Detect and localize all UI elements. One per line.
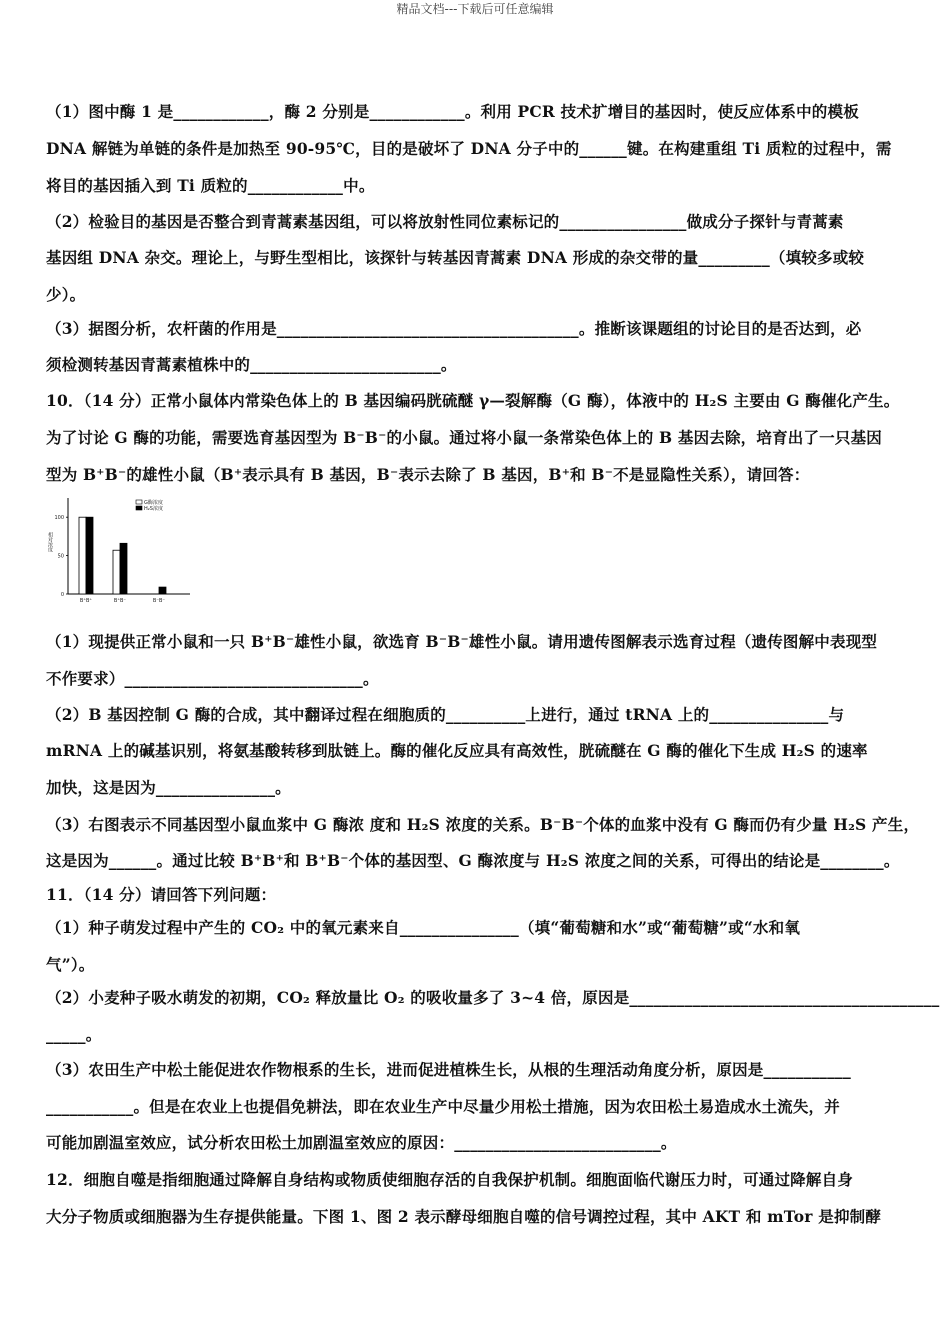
- bar-h2s: [86, 517, 93, 594]
- text-line: _____。: [46, 1025, 102, 1044]
- text-line: （2）B 基因控制 G 酶的合成，其中翻译过程在细胞质的__________上进行，通过 tRNA 上的_______________与: [46, 705, 845, 724]
- x-tick-label: B⁺B⁺: [79, 598, 93, 604]
- y-tick-label: 100: [54, 515, 64, 522]
- text-line: 基因组 DNA 杂交。理论上，与野生型相比，该探针与转基因青蒿素 DNA 形成的杂交带的量_________（填较多或较: [46, 248, 865, 267]
- text-line: 12．细胞自噬是指细胞通过降解自身结构或物质使细胞存活的自我保护机制。细胞面临代谢压力时，可通过降解自身: [46, 1170, 853, 1189]
- text-line: 为了讨论 G 酶的功能，需要选育基因型为 B⁻B⁻的小鼠。通过将小鼠一条常染色体上的 B 基因去除，培育出了一只基因: [46, 428, 882, 447]
- x-tick-label: B⁺B⁻: [113, 598, 127, 604]
- g-enzyme-h2s-bar-chart: [44, 492, 194, 607]
- text-line: 大分子物质或细胞器为生存提供能量。下图 1、图 2 表示酵母细胞自噬的信号调控过程，其中 AKT 和 mTor 是抑制酵: [46, 1207, 882, 1226]
- legend-swatch: [136, 500, 142, 504]
- legend-label: H₂S浓度: [144, 506, 163, 512]
- text-line: （3）据图分析，农杆菌的作用是______________________________________。推断该课题组的讨论目的是否达到，必: [46, 319, 862, 338]
- legend-label: G酶浓度: [144, 500, 163, 506]
- y-tick-label: 50: [57, 553, 64, 560]
- bar-g-enzyme: [113, 550, 120, 594]
- text-line: 须检测转基因青蒿素植株中的________________________。: [46, 355, 457, 374]
- text-line: 不作要求）______________________________。: [46, 669, 379, 688]
- y-axis-label: 相对浓度: [47, 532, 53, 552]
- text-line: 11．（14 分）请回答下列问题：: [46, 885, 277, 904]
- text-line: ___________。但是在农业上也提倡免耕法，即在农业生产中尽量少用松土措施，因为农田松土易造成水土流失，并: [46, 1097, 840, 1116]
- text-line: （3）右图表示不同基因型小鼠血浆中 G 酶浓 度和 H₂S 浓度的关系。B⁻B⁻个体的血浆中没有 G 酶而仍有少量 H₂S 产生，: [46, 815, 920, 834]
- text-line: 将目的基因插入到 Ti 质粒的____________中。: [46, 176, 375, 195]
- text-line: 型为 B⁺B⁻的雄性小鼠（B⁺表示具有 B 基因，B⁻表示去除了 B 基因，B⁺和 B⁻不是显隐性关系），请回答：: [46, 465, 810, 484]
- x-tick-label: B⁻B⁻: [152, 598, 166, 604]
- bar-h2s: [120, 543, 127, 594]
- bar-h2s: [159, 587, 166, 594]
- text-line: 10．（14 分）正常小鼠体内常染色体上的 B 基因编码胱硫醚 γ—裂解酶（G 酶），体液中的 H₂S 主要由 G 酶催化产生。: [46, 391, 900, 410]
- bar-g-enzyme: [79, 517, 86, 594]
- text-line: （3）农田生产中松土能促进农作物根系的生长，进而促进植株生长，从根的生理活动角度分析，原因是___________: [46, 1060, 851, 1079]
- text-line: 少）。: [46, 285, 86, 304]
- text-line: 气”）。: [46, 955, 95, 974]
- text-line: 这是因为______。通过比较 B⁺B⁺和 B⁺B⁻个体的基因型、G 酶浓度与 H₂S 浓度之间的关系，可得出的结论是________。: [46, 851, 900, 870]
- text-line: （2）小麦种子吸水萌发的初期，CO₂ 释放量比 O₂ 的吸收量多了 3~4 倍，原因是_______________________________________: [46, 988, 940, 1007]
- text-line: 加快，这是因为_______________。: [46, 778, 291, 797]
- text-line: （1）现提供正常小鼠和一只 B⁺B⁻雄性小鼠，欲选育 B⁻B⁻雄性小鼠。请用遗传图解表示选育过程（遗传图解中表现型: [46, 632, 878, 651]
- text-line: （2）检验目的基因是否整合到青蒿素基因组，可以将放射性同位素标记的________________做成分子探针与青蒿素: [46, 212, 844, 231]
- text-line: （1）图中酶 1 是____________，酶 2 分别是____________。利用 PCR 技术扩增目的基因时，使反应体系中的模板: [46, 102, 859, 121]
- y-tick-label: 0: [60, 592, 64, 598]
- text-line: DNA 解链为单链的条件是加热至 90-95℃，目的是破坏了 DNA 分子中的______键。在构建重组 Ti 质粒的过程中，需: [46, 139, 892, 158]
- text-line: mRNA 上的碱基识别，将氨基酸转移到肽链上。酶的催化反应具有高效性，胱硫醚在 G 酶的催化下生成 H₂S 的速率: [46, 741, 868, 760]
- text-line: 可能加剧温室效应，试分析农田松土加剧温室效应的原因：__________________________。: [46, 1133, 677, 1152]
- page-header: 精品文档---下载后可任意编辑: [396, 2, 554, 16]
- legend-swatch: [136, 506, 142, 510]
- text-line: （1）种子萌发过程中产生的 CO₂ 中的氧元素来自_______________（填“葡萄糖和水”或“葡萄糖”或“水和氧: [46, 918, 801, 937]
